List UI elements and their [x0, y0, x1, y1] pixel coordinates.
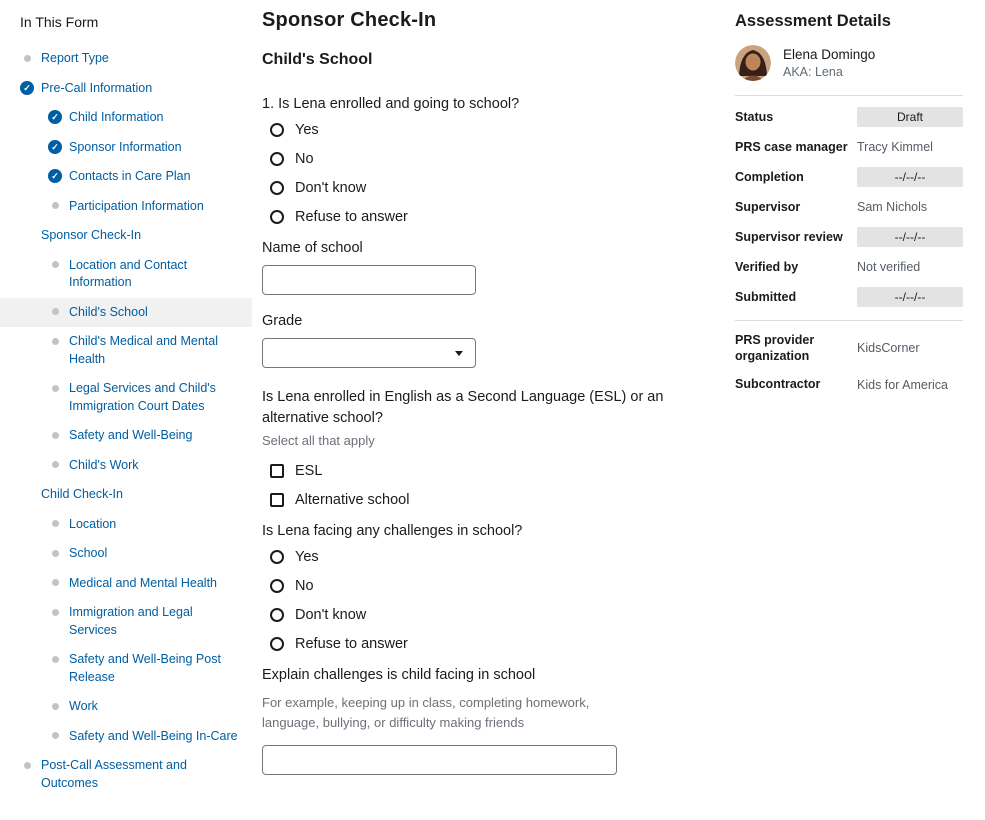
sidebar-item-immigration-and-legal-services[interactable]: Immigration and Legal Services — [0, 598, 252, 645]
page-title: Sponsor Check-In — [262, 9, 437, 31]
pending-dot-icon — [48, 334, 62, 348]
radio-icon[interactable] — [270, 637, 284, 651]
field-label: Grade — [262, 313, 303, 329]
detail-row-supervisor-review: Supervisor review --/--/-- — [735, 222, 963, 252]
detail-rows — [735, 96, 963, 400]
divider — [735, 320, 963, 321]
radio-option-yes[interactable]: Yes — [270, 122, 692, 138]
question-label: Is Lena facing any challenges in school? — [262, 523, 523, 539]
sidebar-item-work[interactable]: Work — [0, 692, 252, 722]
sidebar-item-safety-and-well-being-in-care[interactable]: Safety and Well-Being In-Care — [0, 722, 252, 752]
detail-row-subcontractor: Subcontractor Kids for America — [735, 377, 949, 392]
sidebar-item-childs-medical-and-mental-health[interactable]: Child's Medical and Mental Health — [0, 327, 252, 374]
detail-row-prs-case-manager: PRS case manager Tracy Kimmel — [735, 139, 933, 154]
date-badge: --/--/-- — [857, 167, 963, 187]
pending-dot-icon — [20, 758, 34, 772]
radio-option-refuse-to-answer[interactable]: Refuse to answer — [270, 209, 692, 225]
checkbox-option-alternative-school[interactable]: Alternative school — [270, 492, 692, 508]
sidebar-title: In This Form — [20, 14, 99, 30]
pending-dot-icon — [48, 517, 62, 531]
section-title: Child's School — [262, 51, 373, 68]
pending-dot-icon — [48, 652, 62, 666]
pending-dot-icon — [48, 428, 62, 442]
person-text — [783, 47, 875, 79]
person-header — [735, 45, 963, 96]
sidebar-item-post-call-assessment-and-outcomes[interactable]: Post-Call Assessment and Outcomes — [0, 751, 252, 798]
question-enrolled-in-school — [262, 94, 692, 225]
sidebar-item-childs-school[interactable]: Child's School — [0, 298, 252, 328]
pending-dot-icon — [48, 576, 62, 590]
radio-option-dont-know[interactable]: Don't know — [270, 180, 692, 196]
pending-dot-icon — [20, 51, 34, 65]
radio-option-dont-know[interactable]: Don't know — [270, 607, 692, 623]
pending-dot-icon — [48, 199, 62, 213]
question-label: Is Lena enrolled in English as a Second Language (ESL) or an alternative school? — [262, 389, 664, 426]
radio-option-refuse-to-answer[interactable]: Refuse to answer — [270, 636, 692, 652]
checkbox-option-esl[interactable]: ESL — [270, 463, 692, 479]
person-aka: AKA: Lena — [783, 65, 843, 79]
radio-icon[interactable] — [270, 579, 284, 593]
detail-row-completion: Completion --/--/-- — [735, 162, 963, 192]
sidebar-item-report-type[interactable]: Report Type — [0, 44, 252, 74]
sidebar-item-school[interactable]: School — [0, 539, 252, 569]
select-all-hint: Select all that apply — [262, 433, 375, 448]
field-grade — [262, 311, 692, 368]
pending-dot-icon — [48, 546, 62, 560]
sidebar-item-contacts-in-care-plan[interactable]: ✓ Contacts in Care Plan — [0, 162, 252, 192]
sidebar-item-pre-call-information[interactable]: ✓ Pre-Call Information — [0, 74, 252, 104]
sidebar-item-location[interactable]: Location — [0, 510, 252, 540]
check-circle-icon: ✓ — [48, 140, 62, 154]
sidebar-item-sponsor-check-in[interactable]: Sponsor Check-In — [0, 221, 252, 251]
sidebar-item-safety-and-well-being[interactable]: Safety and Well-Being — [0, 421, 252, 451]
check-circle-icon: ✓ — [48, 110, 62, 124]
chevron-down-icon — [455, 351, 463, 356]
detail-row-verified-by: Verified by Not verified — [735, 259, 921, 274]
sidebar-item-legal-services-immigration-court-dates[interactable]: Legal Services and Child's Immigration Court Dates — [0, 374, 252, 421]
field-hint: For example, keeping up in class, completing homework, language, bullying, or difficulty making friends — [262, 695, 590, 730]
status-badge: Draft — [857, 107, 963, 127]
sidebar-item-child-check-in[interactable]: Child Check-In — [0, 480, 252, 510]
check-circle-icon: ✓ — [20, 81, 34, 95]
detail-row-prs-provider-organization: PRS provider organization KidsCorner — [735, 333, 920, 364]
radio-icon[interactable] — [270, 608, 284, 622]
empty-icon-slot — [20, 228, 34, 242]
sidebar-item-medical-and-mental-health[interactable]: Medical and Mental Health — [0, 569, 252, 599]
sidebar-item-child-information[interactable]: ✓ Child Information — [0, 103, 252, 133]
radio-icon[interactable] — [270, 181, 284, 195]
question-label: 1. Is Lena enrolled and going to school? — [262, 96, 520, 112]
pending-dot-icon — [48, 305, 62, 319]
field-name-of-school — [262, 238, 692, 295]
detail-row-supervisor: Supervisor Sam Nichols — [735, 199, 928, 214]
pending-dot-icon — [48, 729, 62, 743]
field-label: Explain challenges is child facing in school — [262, 667, 536, 683]
pending-dot-icon — [48, 699, 62, 713]
radio-icon[interactable] — [270, 550, 284, 564]
sidebar-item-sponsor-information[interactable]: ✓ Sponsor Information — [0, 133, 252, 163]
field-explain-challenges — [262, 665, 692, 775]
radio-icon[interactable] — [270, 210, 284, 224]
pending-dot-icon — [48, 605, 62, 619]
question-esl-or-alternative — [262, 387, 692, 508]
radio-option-yes[interactable]: Yes — [270, 549, 692, 565]
detail-row-status: Status Draft — [735, 102, 963, 132]
empty-icon-slot — [20, 487, 34, 501]
explain-challenges-input[interactable] — [262, 745, 617, 775]
question-facing-challenges — [262, 521, 692, 652]
radio-option-no[interactable]: No — [270, 151, 692, 167]
name-of-school-input[interactable] — [262, 265, 476, 295]
detail-row-submitted: Submitted --/--/-- — [735, 282, 963, 312]
grade-select[interactable] — [262, 338, 476, 368]
assessment-details-panel — [735, 12, 963, 400]
radio-icon[interactable] — [270, 152, 284, 166]
panel-title: Assessment Details — [735, 12, 891, 30]
sidebar-item-childs-work[interactable]: Child's Work — [0, 451, 252, 481]
avatar — [735, 45, 771, 81]
date-badge: --/--/-- — [857, 287, 963, 307]
check-circle-icon: ✓ — [48, 169, 62, 183]
sidebar-item-location-and-contact-information[interactable]: Location and Contact Information — [0, 251, 252, 298]
person-name: Elena Domingo — [783, 47, 876, 62]
field-label: Name of school — [262, 240, 363, 256]
sidebar-item-safety-and-well-being-post-release[interactable]: Safety and Well-Being Post Release — [0, 645, 252, 692]
main-content — [262, 8, 692, 775]
form-outline-sidebar — [0, 0, 252, 798]
checkbox-icon[interactable] — [270, 493, 284, 507]
radio-option-no[interactable]: No — [270, 578, 692, 594]
pending-dot-icon — [48, 381, 62, 395]
date-badge: --/--/-- — [857, 227, 963, 247]
checkbox-icon[interactable] — [270, 464, 284, 478]
pending-dot-icon — [48, 258, 62, 272]
pending-dot-icon — [48, 458, 62, 472]
sidebar-item-participation-information[interactable]: Participation Information — [0, 192, 252, 222]
radio-icon[interactable] — [270, 123, 284, 137]
